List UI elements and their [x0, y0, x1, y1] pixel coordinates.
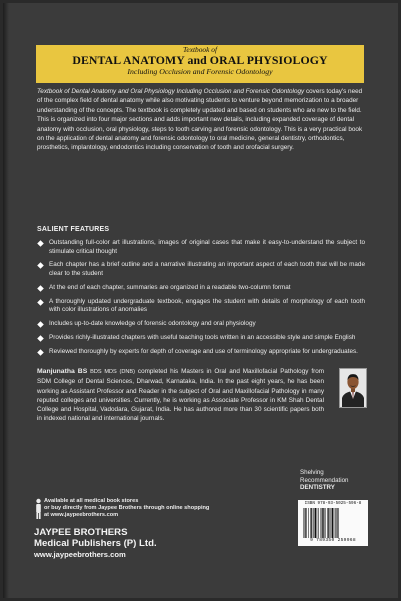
- author-bio-text: completed his Masters in Oral and Maxillofacial Pathology from SDM College of Dental Sciences, Dharwad, Karnataka, India. In the past eight years, he has been working as Assistant Professor and Reader in the subject of Oral and Maxillofacial Pathology in many reputed colleges and universities. Currently, he is working as Associate Professor in KM Shah Dental College and Hospital, Vadodara, Gujarat, India. He has authored more than 30 scientific papers both in indexed national and international journals.: [37, 368, 325, 423]
- feature-item: [37, 261, 365, 279]
- recommendation-label: Recommendation: [300, 476, 349, 484]
- author-bio: [37, 367, 324, 424]
- book-subtitle: Including Occlusion and Forensic Odontology: [127, 67, 273, 76]
- isbn-label: ISBN 978-93-5025-596-8: [304, 501, 362, 506]
- salient-features-heading: SALIENT FEATURES: [37, 226, 110, 233]
- diamond-bullet-icon: [37, 262, 44, 269]
- publisher-name: JAYPEE BROTHERS: [34, 527, 128, 538]
- barcode-icon: [303, 508, 363, 538]
- diamond-bullet-icon: [37, 285, 44, 292]
- author-qualifications: BDS MDS (DNB): [90, 369, 135, 375]
- feature-text: At the end of each chapter, summaries are organized in a readable two-column format: [49, 283, 291, 291]
- availability-note: [44, 498, 264, 520]
- feature-text: Reviewed thoroughly by experts for depth of coverage and use of terminology appropriate for undergraduates.: [49, 347, 358, 355]
- feature-item: [37, 284, 365, 293]
- feature-item: [37, 334, 365, 343]
- title-box: [36, 45, 364, 83]
- spine-shadow: [3, 3, 9, 598]
- publisher-company: Medical Publishers (P) Ltd.: [34, 538, 157, 550]
- author-photo: [339, 368, 367, 408]
- feature-text: Outstanding full-color art illustrations, images of original cases that make it easy-to-understand the subject to stimulate critical thought: [49, 239, 365, 255]
- feature-item: [37, 320, 365, 329]
- author-name: Manjunatha BS: [37, 368, 88, 375]
- feature-text: A thoroughly updated undergraduate textbook, engages the student with details of morphology of each tooth with color illustrations of anomalies: [49, 297, 365, 314]
- diamond-bullet-icon: [37, 335, 44, 342]
- availability-line-2: or buy directly from Jaypee Brothers through online shopping: [44, 505, 210, 512]
- salient-features-list: [37, 239, 365, 361]
- barcode-box: [298, 500, 368, 546]
- intro-body: covers today's need of the complex field of dental anatomy while also motivating students to venture beyond memorization to a broader understanding of the concepts. The textbook is completely updated and based on students who are new to the field. This is organized into four major sections and adds important new details, including expanded coverage of dental anatomy with occlusion, oral physiology, steps to tooth carving and forensic odontology. This is a very practical book on the application of dental anatomy and forensic odontology to oral medicine, general dentistry, orthodontics, prosthetics, implantology, endodontics including conservation of tooth and orofacial surgery.: [37, 88, 363, 152]
- feature-item: [37, 348, 365, 357]
- feature-text: Provides richly-illustrated chapters with useful teaching tools written in an accessible style and simple English: [49, 333, 356, 341]
- diamond-bullet-icon: [37, 349, 44, 356]
- publisher-block: [34, 527, 157, 561]
- intro-paragraph: [37, 87, 365, 153]
- availability-line-3: at www.jaypeebrothers.com: [44, 512, 119, 519]
- barcode-digits: 9 789350 259968: [310, 538, 356, 543]
- feature-item: [37, 239, 365, 257]
- diamond-bullet-icon: [37, 321, 44, 328]
- diamond-bullet-icon: [37, 299, 44, 306]
- shelving-recommendation: [300, 469, 349, 492]
- book-title: DENTAL ANATOMY and ORAL PHYSIOLOGY: [72, 53, 328, 67]
- shelving-category: DENTISTRY: [300, 484, 335, 492]
- shelving-label: Shelving: [300, 469, 324, 476]
- intro-lead-title: Textbook of Dental Anatomy and Oral Physiology Including Occlusion and Forensic Odontology: [37, 88, 305, 95]
- publisher-url: www.jaypeebrothers.com: [34, 550, 126, 560]
- availability-line-1: Available at all medical book stores: [44, 498, 139, 504]
- feature-text: Each chapter has a brief outline and a narrative illustrating an important aspect of each tooth that will be made clear to the student: [49, 261, 365, 278]
- title-top-line: Textbook of: [182, 45, 217, 54]
- feature-text: Includes up-to-date knowledge of forensic odontology and oral physiology: [49, 320, 256, 328]
- book-store-icon: [34, 498, 43, 520]
- feature-item: [37, 298, 365, 316]
- diamond-bullet-icon: [37, 240, 44, 247]
